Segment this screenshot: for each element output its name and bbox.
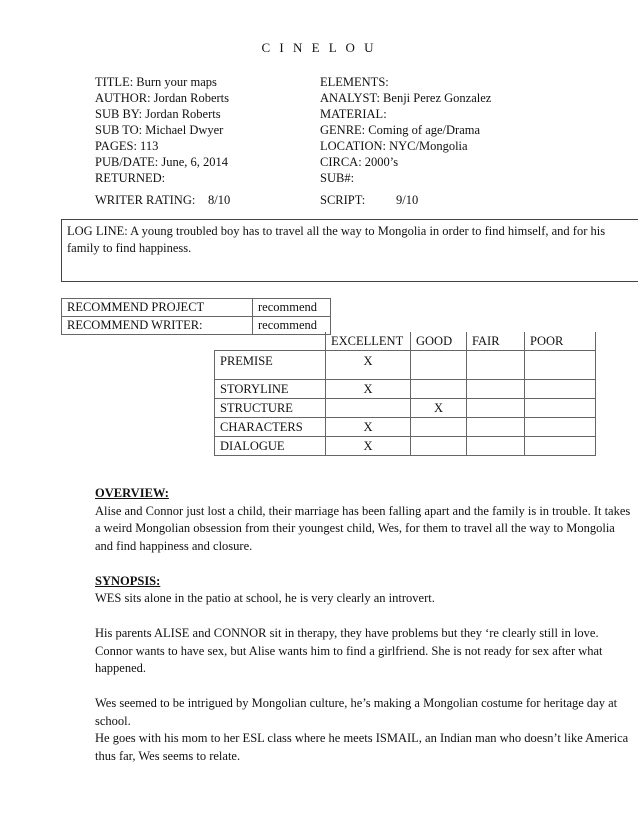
recommend-writer-label: RECOMMEND WRITER: [62,317,253,335]
grade-fair-mark [467,351,525,380]
grade-poor-mark [525,437,596,456]
title-field: TITLE: Burn your maps [95,75,217,89]
grade-good-mark [411,437,467,456]
sub-to-field: SUB TO: Michael Dwyer [95,123,224,137]
grade-excellent-mark: X [326,437,411,456]
synopsis-paragraph: He goes with his mom to her ESL class where he meets ISMAIL, an Indian man who doesn’t like America thus far, Wes seems to relate. [95,731,629,763]
script-rating-value: 9/10 [396,193,419,207]
grade-poor-mark [525,380,596,399]
grade-excellent-mark: X [326,418,411,437]
grade-excellent-mark: X [326,351,411,380]
grade-fair-mark [467,380,525,399]
grade-poor-mark [525,351,596,380]
grading-row-structure [215,399,596,418]
header-fair: FAIR [467,332,525,351]
grade-poor-mark [525,399,596,418]
grade-good-mark [411,380,467,399]
grade-good-mark: X [411,399,467,418]
grade-category: STRUCTURE [215,399,326,418]
grade-category: DIALOGUE [215,437,326,456]
metadata-right [320,74,491,186]
grading-row-dialogue [215,437,596,456]
location-field: LOCATION: NYC/Mongolia [320,139,468,153]
circa-field: CIRCA: 2000’s [320,155,399,169]
sub-number-field: SUB#: [320,171,355,185]
pages-field: PAGES: 113 [95,139,159,153]
recommend-row [62,299,331,317]
grade-fair-mark [467,418,525,437]
grade-category: CHARACTERS [215,418,326,437]
sub-by-field: SUB BY: Jordan Roberts [95,107,221,121]
report-body [95,485,635,765]
writer-rating-value: 8/10 [208,193,231,207]
grade-category: PREMISE [215,351,326,380]
genre-field: GENRE: Coming of age/Drama [320,123,481,137]
overview-heading: OVERVIEW: [95,486,169,500]
grade-good-mark [411,418,467,437]
grade-excellent-mark: X [326,380,411,399]
writer-rating-label: WRITER RATING: [95,193,196,207]
metadata-left [95,74,229,186]
grade-fair-mark [467,437,525,456]
grade-poor-mark [525,418,596,437]
material-field: MATERIAL: [320,107,387,121]
recommend-project-value: recommend [253,299,331,317]
script-rating [320,193,419,209]
header-excellent: EXCELLENT [326,332,411,351]
author-field: AUTHOR: Jordan Roberts [95,91,230,105]
header-good: GOOD [411,332,467,351]
synopsis-paragraph: His parents ALISE and CONNOR sit in therapy, they have problems but they ‘re clearly still in love. Connor wants to have sex, but Alise wants him to find a girlfriend. She is not ready for sex after what happened. [95,626,603,675]
grade-category: STORYLINE [215,380,326,399]
grade-fair-mark [467,399,525,418]
writer-rating [95,193,231,209]
synopsis-paragraph: Wes seemed to be intrigued by Mongolian culture, he’s making a Mongolian costume for heritage day at school. [95,696,618,728]
analyst-field: ANALYST: Benji Perez Gonzalez [320,91,492,105]
overview-text: Alise and Connor just lost a child, their marriage has been falling apart and the family is in trouble. It takes a weird Mongolian obsession from their youngest child, Wes, for them to travel all the way to Mongolia and find happiness and closure. [95,503,631,553]
grading-row-storyline [215,380,596,399]
recommend-writer-value: recommend [253,317,331,335]
grading-header-row [215,332,596,351]
grading-row-premise [215,351,596,380]
pub-date-field: PUB/DATE: June, 6, 2014 [95,155,228,169]
company-name: C I N E L O U [261,40,377,55]
recommend-table [61,298,331,335]
grade-good-mark [411,351,467,380]
script-rating-label: SCRIPT: [320,193,366,207]
returned-field: RETURNED: [95,171,166,185]
logline-box: LOG LINE: A young troubled boy has to travel all the way to Mongolia in order to find himself, and for his family to find happiness. [61,219,638,282]
header-poor: POOR [525,332,596,351]
grading-header-blank [215,332,326,351]
recommend-project-label: RECOMMEND PROJECT [62,299,253,317]
grading-table [214,332,596,456]
grade-excellent-mark [326,399,411,418]
grading-row-characters [215,418,596,437]
elements-field: ELEMENTS: [320,75,389,89]
synopsis-paragraph: WES sits alone in the patio at school, he is very clearly an introvert. [95,591,435,605]
synopsis-heading: SYNOPSIS: [95,573,161,588]
